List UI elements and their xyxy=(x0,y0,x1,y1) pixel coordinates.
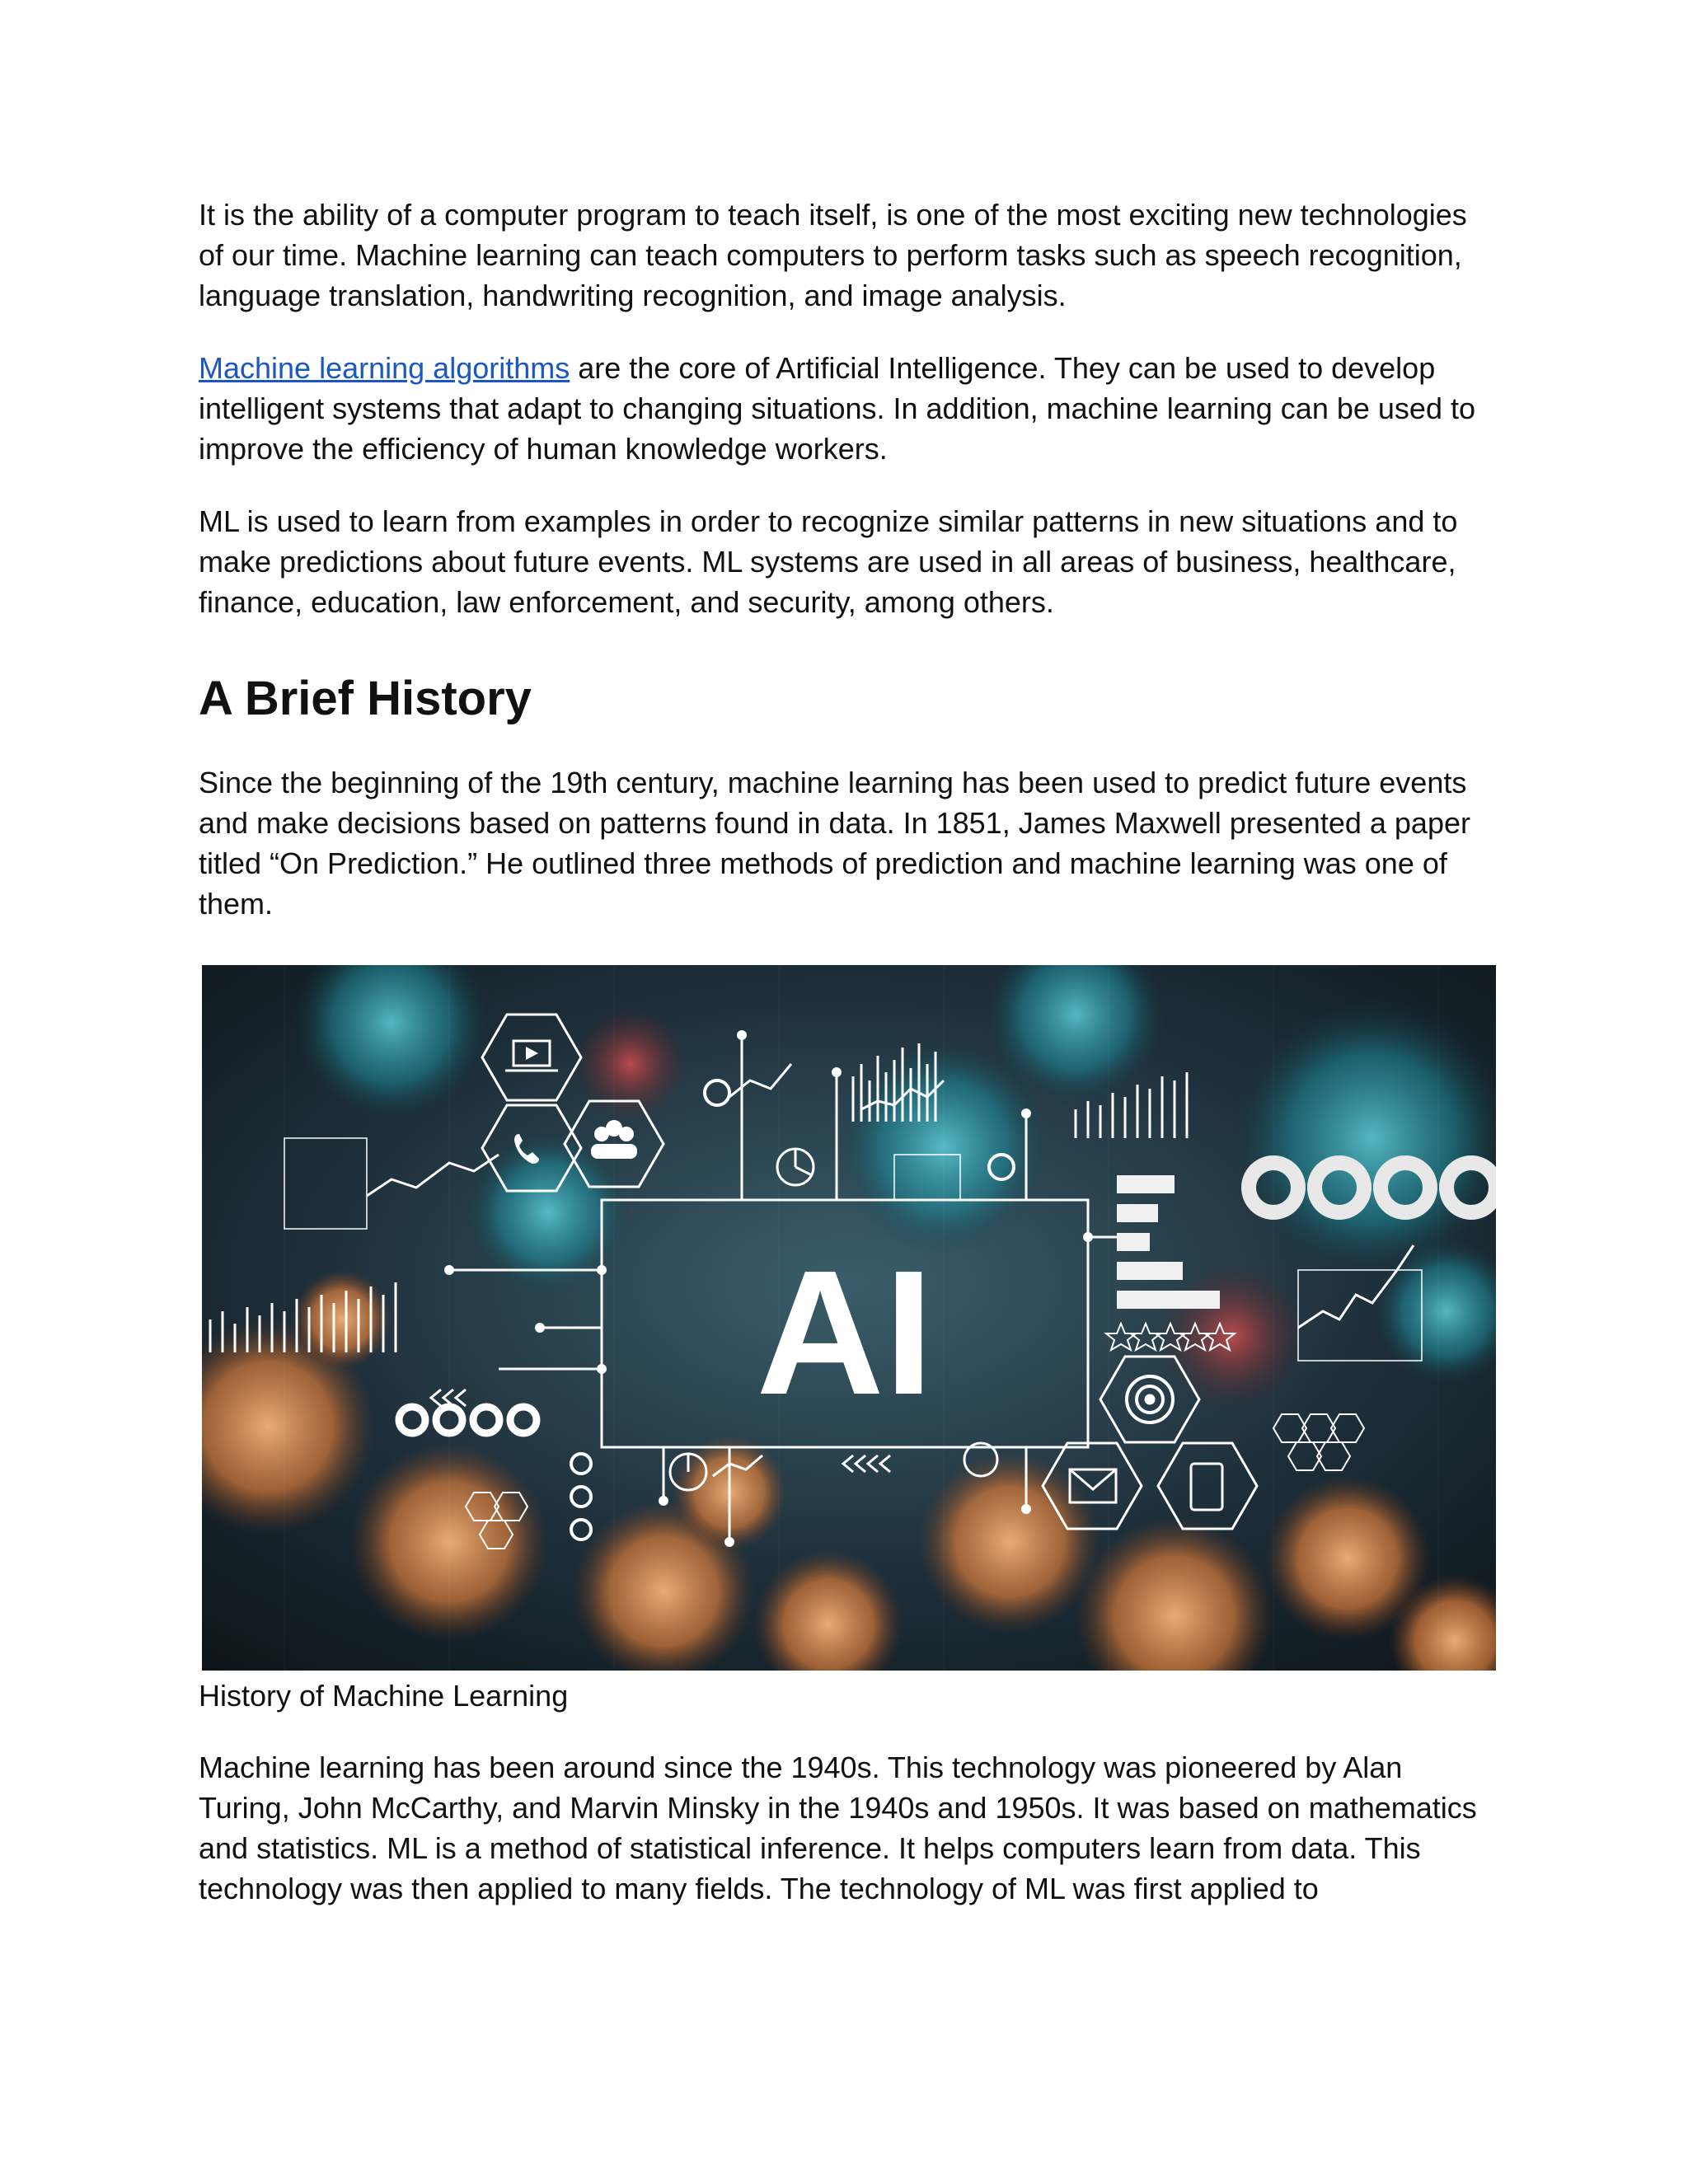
paragraph-origins: Machine learning has been around since the 1940s. This technology was pioneered by Alan Turing, John McCarthy, and Marvin Minsky in the 1940s and 1950s. It was based on mathematics and statistics. ML is a method of statistical inference. It helps computers learn from data. This technology was then applied to many fields. The technology of ML was first applied to xyxy=(199,1750,1477,1905)
paragraph-algorithms-text: are the core of Artificial Intelligence. They can be used to develop intelligent systems that adapt to changing situations. In addition, machine learning can be used to improve the efficiency of human knowledge workers. xyxy=(199,351,1475,466)
paragraph-history: Since the beginning of the 19th century, machine learning has been used to predict future events and make decisions based on patterns found in data. In 1851, James Maxwell presented a paper titled “On Prediction.” He outlined three methods of prediction and machine learning was one of them. xyxy=(199,766,1470,921)
ai-illustration-image xyxy=(202,965,1496,1671)
article-content xyxy=(199,194,1493,1941)
paragraph-usage: ML is used to learn from examples in order to recognize similar patterns in new situations and to make predictions about future events. ML systems are used in all areas of business, healthcare, finance, education, law enforcement, and security, among others. xyxy=(199,504,1458,619)
section-heading: A Brief History xyxy=(199,672,532,725)
ai-center-text: AI xyxy=(756,1233,934,1432)
paragraph-intro: It is the ability of a computer program to teach itself, is one of the most exciting new technologies of our time. Machine learning can teach computers to perform tasks such as speech recognition, language translation, handwriting recognition, and image analysis. xyxy=(199,198,1467,312)
ml-algorithms-link[interactable]: Machine learning algorithms xyxy=(199,351,570,385)
paragraph-algorithms xyxy=(199,348,1493,469)
image-caption: History of Machine Learning xyxy=(199,1679,569,1713)
